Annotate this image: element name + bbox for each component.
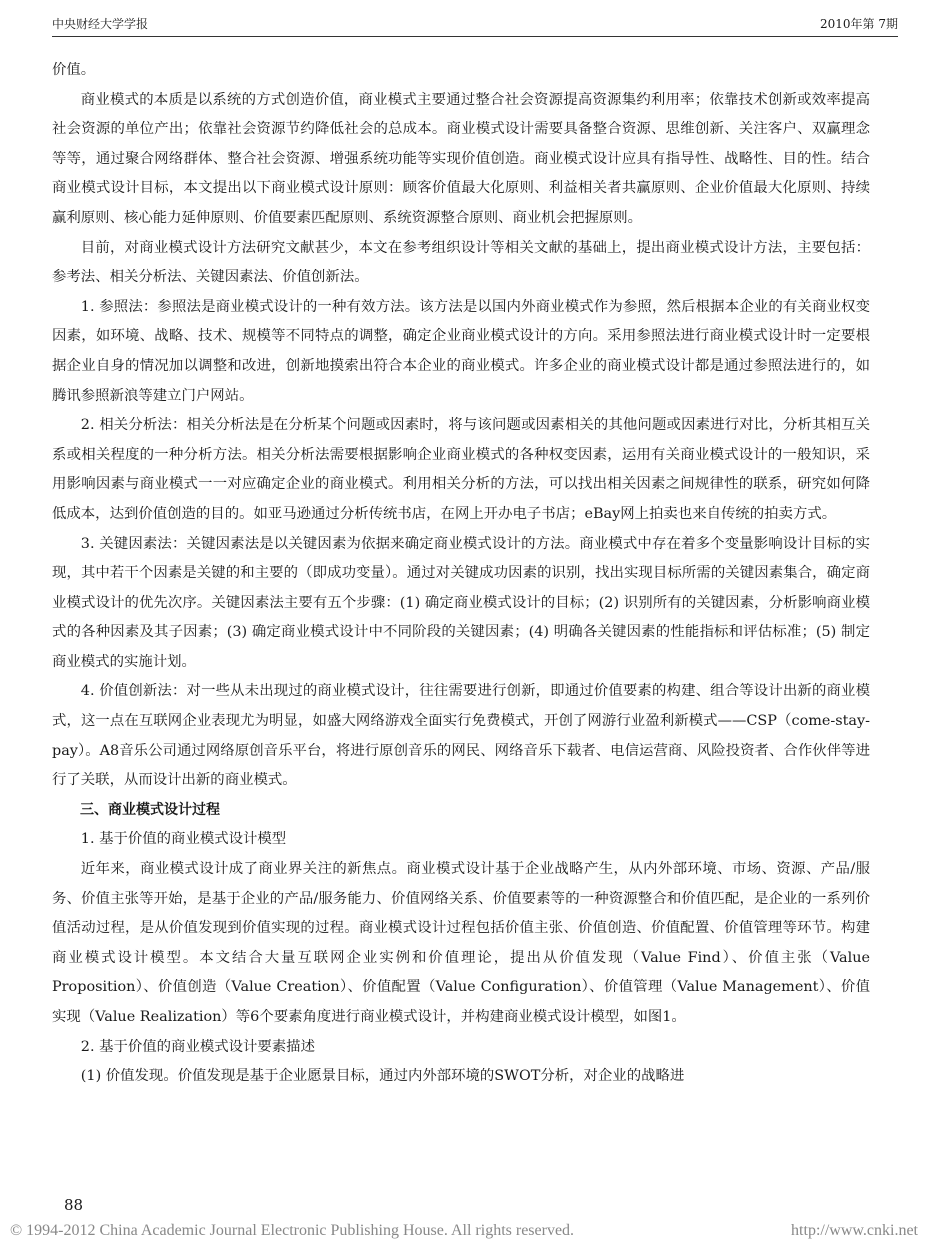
issue-number: 2010年第 7期 bbox=[820, 17, 898, 31]
subsection-heading: 1. 基于价值的商业模式设计模型 bbox=[80, 831, 287, 848]
paragraph: 4. 价值创新法：对一些从未出现过的商业模式设计，往往需要进行创新，即通过价值要素的构建、组合等设计出新的商业模式，这一点在互联网企业表现尤为明显，如盛大网络游戏全面实行免费模式，开创了网游行业盈利新模式——CSP（come-stay-pay）。A8音乐公司通过网络原创音乐平台，将进行原创音乐的网民、网络音乐下载者、电信运营商、风险投资者、合作伙伴等进行了关联，从而设计出新的商业模式。 bbox=[52, 683, 870, 789]
paragraph: 2. 相关分析法：相关分析法是在分析某个问题或因素时，将与该问题或因素相关的其他问题或因素进行对比，分析其相互关系或相关程度的一种分析方法。相关分析法需要根据影响企业商业模式的各种权变因素，运用有关商业模式设计的一般知识，采用影响因素与商业模式一一对应确定企业的商业模式。利用相关分析的方法，可以找出相关因素之间规律性的联系，研究如何降低成本，达到价值创造的目的。如亚马逊通过分析传统书店，在网上开办电子书店；eBay网上拍卖也来自传统的拍卖方式。 bbox=[52, 417, 870, 522]
page-number: 88 bbox=[64, 1196, 84, 1214]
footer-url: http://www.cnki.net bbox=[791, 1222, 918, 1239]
paragraph: 近年来，商业模式设计成了商业界关注的新焦点。商业模式设计基于企业战略产生，从内外部环境、市场、资源、产品/服务、价值主张等开始，是基于企业的产品/服务能力、价值网络关系、价值要素等的一种资源整合和价值匹配，是企业的一系列价值活动过程，是从价值发现到价值实现的过程。商业模式设计过程包括价值主张、价值创造、价值配置、价值管理等环节。构建商业模式设计模型。本文结合大量互联网企业实例和价值理论，提出从价值发现（Value Find）、价值主张（Value Proposition）、价值创造（Value Creation）、价值配置（Value Configuration）、价值管理（Value Management）、价值实现（Value Realization）等6个要素角度进行商业模式设计，并构建商业模式设计模型，如图1。 bbox=[52, 861, 870, 1025]
running-header bbox=[52, 14, 898, 37]
paragraph: (1) 价值发现。价值发现是基于企业愿景目标，通过内外部环境的SWOT分析，对企业的战略进 bbox=[80, 1068, 685, 1085]
paragraph: 1. 参照法：参照法是商业模式设计的一种有效方法。该方法是以国内外商业模式作为参照，然后根据本企业的有关商业权变因素，如环境、战略、技术、规模等不同特点的调整，确定企业商业模式设计的方向。采用参照法进行商业模式设计时一定要根据企业自身的情况加以调整和改进，创新地摸索出符合本企业的商业模式。许多企业的商业模式设计都是通过参照法进行的，如腾讯参照新浪等建立门户网站。 bbox=[52, 298, 870, 404]
copyright-footer bbox=[10, 1222, 940, 1240]
copyright-text: © 1994-2012 China Academic Journal Electronic Publishing House. All rights reserved. bbox=[10, 1222, 575, 1239]
article-body bbox=[52, 56, 870, 1092]
subsection-heading: 2. 基于价值的商业模式设计要素描述 bbox=[80, 1038, 315, 1055]
paragraph: 目前，对商业模式设计方法研究文献甚少，本文在参考组织设计等相关文献的基础上，提出商业模式设计方法，主要包括：参考法、相关分析法、关键因素法、价值创新法。 bbox=[52, 239, 870, 286]
section-heading: 三、商业模式设计过程 bbox=[80, 801, 220, 818]
paragraph: 价值。 bbox=[52, 62, 96, 78]
journal-name: 中央财经大学学报 bbox=[52, 17, 149, 31]
paragraph: 商业模式的本质是以系统的方式创造价值，商业模式主要通过整合社会资源提高资源集约利用率；依靠技术创新或效率提高社会资源的单位产出；依靠社会资源节约降低社会的总成本。商业模式设计需要具备整合资源、思维创新、关注客户、双赢理念等等，通过聚合网络群体、整合社会资源、增强系统功能等实现价值创造。商业模式设计应具有指导性、战略性、目的性。结合商业模式设计目标，本文提出以下商业模式设计原则：顾客价值最大化原则、利益相关者共赢原则、企业价值最大化原则、持续赢利原则、核心能力延伸原则、价值要素匹配原则、系统资源整合原则、商业机会把握原则。 bbox=[52, 91, 870, 226]
paragraph: 3. 关键因素法：关键因素法是以关键因素为依据来确定商业模式设计的方法。商业模式中存在着多个变量影响设计目标的实现，其中若干个因素是关键的和主要的（即成功变量）。通过对关键成功因素的识别，找出实现目标所需的关键因素集合，确定商业模式设计的优先次序。关键因素法主要有五个步骤：(1) 确定商业模式设计的目标；(2) 识别所有的关键因素，分析影响商业模式的各种因素及其子因素；(3) 确定商业模式设计中不同阶段的关键因素；(4) 明确各关键因素的性能指标和评估标准；(5) 制定商业模式的实施计划。 bbox=[52, 535, 870, 670]
